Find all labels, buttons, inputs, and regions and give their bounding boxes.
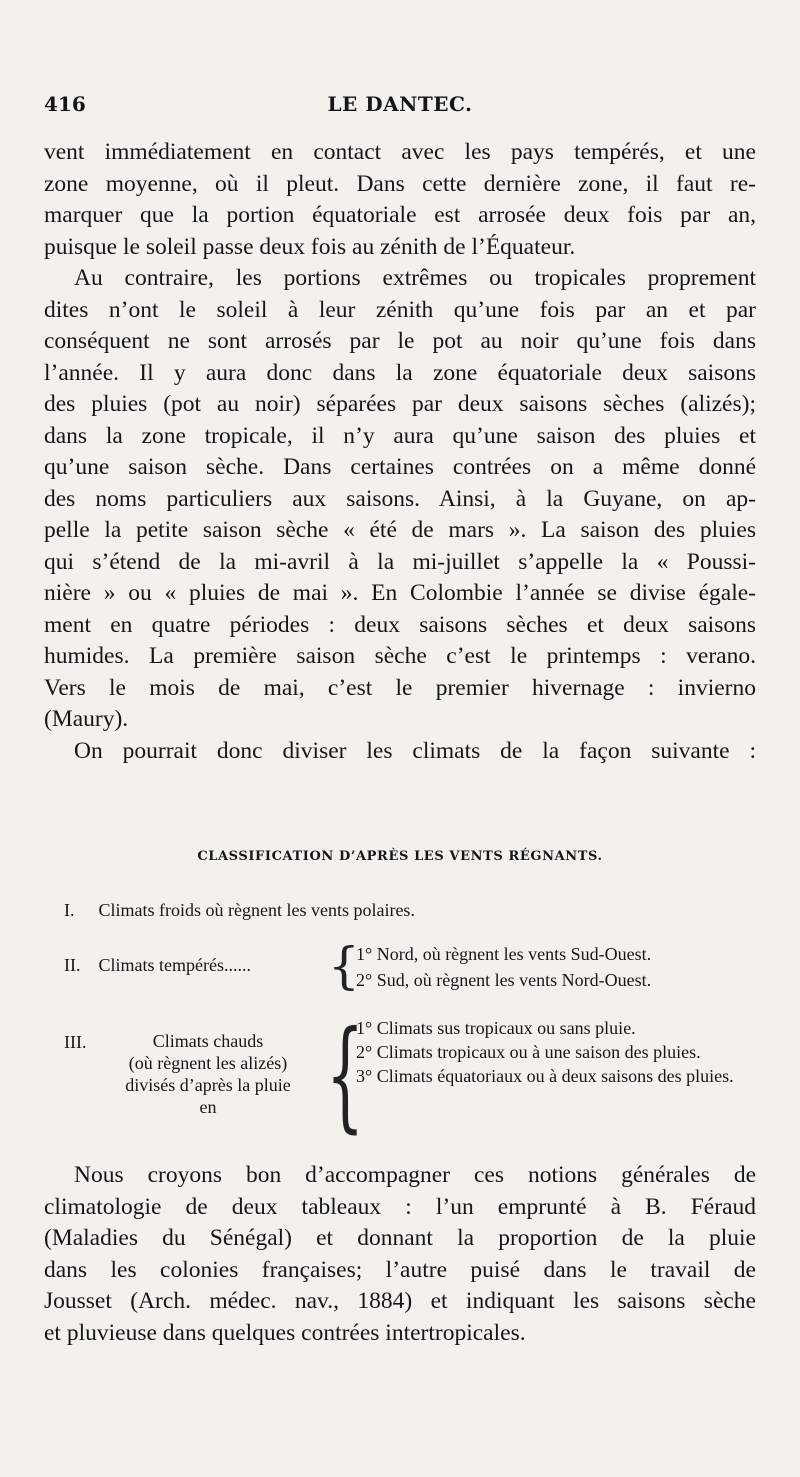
text-line: Vers le mois de mai, c’est le premier hivernage : invierno [44,674,756,701]
text-line: Au contraire, les portions extrêmes ou tropicales proprement [74,265,756,291]
class-label-line: divisés d’après la pluie [125,1075,291,1095]
class-label-line: Climats chauds [152,1031,264,1051]
body-text-bottom [44,1160,756,1349]
text-line: puisque le soleil passe deux fois au zénith de l’Équateur. [44,233,576,260]
brace-icon: { [326,1006,365,1145]
text-line: Nous croyons bon d’accompagner ces notions générales de [74,1162,756,1188]
brace-icon: { [328,937,360,995]
text-line: des pluies (pot au noir) séparées par deux saisons sèches (alizés); [44,391,756,417]
page-header [44,92,756,120]
text-line: nière » ou « pluies de mai ». En Colombie l’année se divise égale- [44,580,756,606]
class-label: Climats froids où règnent les vents polaires. [98,900,415,920]
text-line: et pluvieuse dans quelques contrées intertropicales. [44,1319,526,1346]
class-label-block [92,1030,324,1118]
text-line: (Maladies du Sénégal) et donnant la proportion de la pluie [44,1225,756,1251]
class-subitem: 3° Climats équatoriaux ou à deux saisons des pluies. [356,1066,734,1086]
text-line: humides. La première saison sèche c’est le printemps : verano. [44,643,756,669]
text-line: des noms particuliers aux saisons. Ainsi, à la Guyane, on ap- [44,485,756,512]
class-numeral: I. [64,900,75,920]
text-line: Jousset (Arch. médec. nav., 1884) et indiquant les saisons sèche [44,1288,756,1314]
class-numeral: III. [64,1032,87,1052]
class-label-line: en [199,1097,217,1117]
classification-title: CLASSIFICATION D’APRÈS LES VENTS RÉGNANTS. [197,849,603,864]
text-line: qui s’étend de la mi-avril à la mi-juillet s’appelle la « Poussi- [44,548,756,575]
text-line: zone moyenne, où il pleut. Dans cette dernière zone, il faut re- [44,170,756,197]
body-text-top [44,137,756,767]
class-label-line: (où règnent les alizés) [128,1053,288,1073]
text-line: qu’une saison sèche. Dans certaines contrées on a même donné [44,454,756,480]
class-numeral: II. [64,955,81,975]
text-line: dites n’ont le soleil à leur zénith qu’une fois par an et par [44,296,756,323]
class-subitem: 1° Nord, où règnent les vents Sud-Ouest. [356,944,652,964]
class-subitem: 2° Climats tropicaux ou à une saison des pluies. [356,1042,701,1062]
text-line: marquer que la portion équatoriale est arrosée deux fois par an, [44,202,756,228]
text-line: l’année. Il y aura donc dans la zone équatoriale deux saisons [44,359,756,386]
text-line: pelle la petite saison sèche « été de mars ». La saison des pluies [44,517,756,543]
text-line: On pourrait donc diviser les climats de la façon suivante : [74,737,756,764]
class-subitem: 1° Climats sus tropicaux ou sans pluie. [356,1018,636,1038]
text-line: conséquent ne sont arrosés par le pot au noir qu’une fois dans [44,328,756,354]
text-line: vent immédiatement en contact avec les pays tempérés, et une [44,139,756,165]
text-line: (Maury). [44,706,129,732]
text-line: dans les colonies françaises; l’autre puisé dans le travail de [44,1256,756,1283]
page-number: 416 [44,92,86,116]
running-head: LE DANTEC. [327,92,473,116]
text-line: climatologie de deux tableaux : l’un emprunté à B. Féraud [44,1193,756,1220]
text-line: dans la zone tropicale, il n’y aura qu’une saison des pluies et [44,422,756,449]
class-row-2 [64,953,251,977]
text-line: ment en quatre périodes : deux saisons sèches et deux saisons [44,611,756,638]
class-label: Climats tempérés...... [98,955,251,975]
class-row-1 [64,898,415,922]
class-sublist [356,1016,756,1088]
class-subitem: 2° Sud, où règnent les vents Nord-Ouest. [356,970,652,990]
